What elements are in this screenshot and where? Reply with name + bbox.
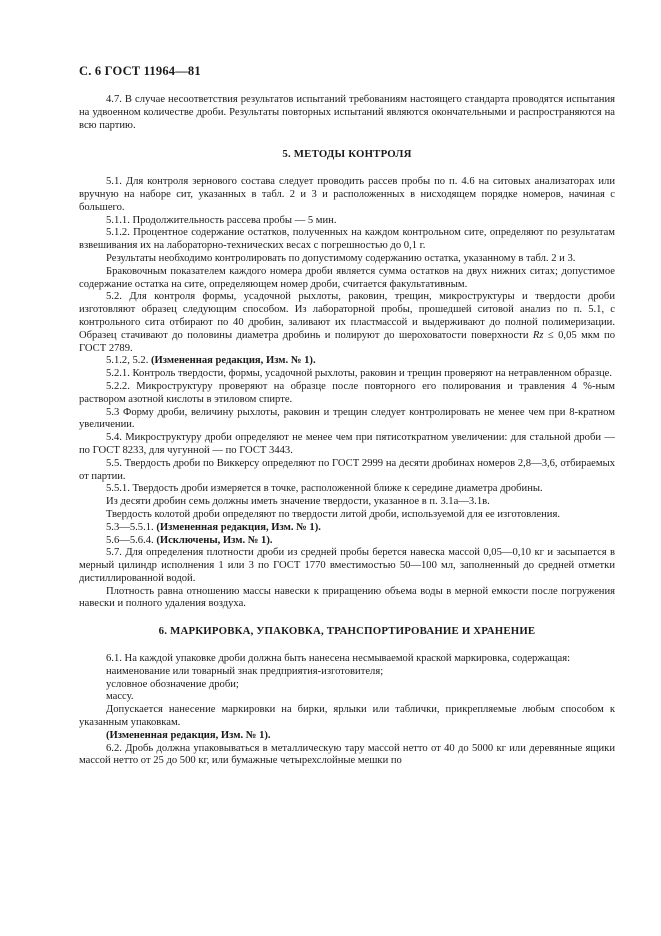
paragraph-5-5-1: 5.5.1. Твердость дроби измеряется в точке, расположенной ближе к середине диаметра дробины. (106, 483, 543, 495)
paragraph-ten-pellets: Из десяти дробин семь должны иметь значение твердости, указанное в п. 3.1а—3.1в. (106, 496, 490, 508)
amendment-ref: 5.3—5.5.1. (106, 521, 154, 533)
page-header: С. 6 ГОСТ 11964—81 (79, 64, 201, 78)
amendment-note-6-1 (79, 730, 615, 743)
paragraph-5-1: 5.1. Для контроля зернового состава следует проводить рассев пробы по п. 4.6 на ситовых анализаторах или вручную на наборе сит, указанных в табл. 2 и 3 и расположенных в нисходящем порядке номеров, начиная с большего. (79, 176, 615, 213)
paragraph-labels-allowed: Допускается нанесение маркировки на бирки, ярлыки или таблички, прикрепляемые любым способом к указанным упаковкам. (79, 704, 615, 729)
amendment-ref: 5.6—5.6.4. (106, 534, 154, 546)
paragraph-results: Результаты необходимо контролировать по допустимому содержанию остатка, указанному в табл. 2 и 3. (106, 252, 576, 264)
paragraph-5-2-tail: ≤ 0,05 мкм по ГОСТ 2789. (79, 329, 616, 354)
amendment-note-5-3 (79, 522, 615, 535)
marking-item-mass: массу. (106, 691, 134, 703)
paragraph-5-5: 5.5. Твердость дроби по Виккерсу определяют по ГОСТ 2999 на десяти дробинах номеров 2,8—3,6, отбираемых от партии. (79, 457, 615, 482)
paragraph-5-2 (79, 291, 615, 355)
paragraph-5-2-2: 5.2.2. Микроструктуру проверяют на образце после повторного его полирования и травления 4 %-ным раствором азотной кислоты в этиловом спирте. (79, 380, 615, 405)
document-body (79, 94, 615, 768)
paragraph-5-3: 5.3 Форму дроби, величину рыхлоты, раковин и трещин следует контролировать не менее чем при 8-кратном увеличении. (79, 406, 615, 431)
amendment-text: (Измененная редакция, Изм. № 1). (106, 729, 271, 741)
paragraph-reject-criterion: Браковочным показателем каждого номера дроби является сумма остатков на двух нижних ситах; допустимое содержание остатка на сите, определяющем номер дроби, считается факультативным. (79, 265, 615, 290)
section-5-title: 5. МЕТОДЫ КОНТРОЛЯ (282, 148, 412, 161)
paragraph-5-1-2: 5.1.2. Процентное содержание остатков, полученных на каждом контрольном сите, определяют по результатам взвешивания их на лабораторно-технических весах с погрешностью до 0,1 г. (79, 227, 615, 252)
paragraph-5-7: 5.7. Для определения плотности дроби из средней пробы берется навеска массой 0,05—0,10 кг и засыпается в мерный цилиндр исполнения 1 или 3 по ГОСТ 1770 вместимостью 50—100 мл, заполненный до средней отметки дистиллированной водой. (79, 547, 615, 584)
amendment-note-5-1-2 (79, 355, 615, 368)
section-6-title: 6. МАРКИРОВКА, УПАКОВКА, ТРАНСПОРТИРОВАНИЕ И ХРАНЕНИЕ (158, 625, 536, 638)
amendment-text: (Исключены, Изм. № 1). (156, 534, 273, 546)
paragraph-6-2: 6.2. Дробь должна упаковываться в металлическую тару массой нетто от 40 до 5000 кг или деревянные ящики массой нетто от 25 до 500 кг, или бумажные четырехслойные мешки по (79, 742, 615, 767)
paragraph-5-2-1: 5.2.1. Контроль твердости, формы, усадочной рыхлоты, раковин и трещин проверяют на нетравленном образце. (106, 368, 613, 380)
paragraph-4-7: 4.7. В случае несоответствия результатов испытаний требованиям настоящего стандарта проводятся испытания на удвоенном количестве дроби. Результаты повторных испытаний являются окончательными и распространяются на всю партию. (79, 94, 615, 131)
roughness-symbol: Rz (532, 329, 544, 341)
paragraph-5-4: 5.4. Микроструктуру дроби определяют не менее чем при пятисоткратном увеличении: для стальной дроби — по ГОСТ 8233, для чугунной — по ГОСТ 3443. (79, 432, 615, 456)
marking-item-manufacturer: наименование или товарный знак предприятия-изготовителя; (106, 665, 384, 677)
amendment-text: (Измененная редакция, Изм. № 1). (151, 355, 316, 367)
paragraph-5-2-text: 5.2. Для контроля формы, усадочной рыхлоты, раковин, трещин, микроструктуры и твердости дроби изготовляют образец следующим способом. Из лабораторной пробы, прошедшей ситовой анализ по п. 5.1, с контрольного сита отбирают по 40 дробин, заливают их пластмассой и выдерживают до полной полимеризации. Образец стачивают до половины диаметра дробинь и полируют до шероховатости поверхности (79, 291, 615, 341)
amendment-note-5-6 (79, 535, 615, 548)
paragraph-6-1: 6.1. На каждой упаковке дроби должна быть нанесена несмываемой краской маркировка, содержащая: (106, 653, 571, 665)
paragraph-5-1-1: 5.1.1. Продолжительность рассева пробы — 5 мин. (106, 214, 337, 226)
paragraph-density: Плотность равна отношению массы навески к приращению объема воды в мерной емкости после погружения навески и полного удаления воздуха. (79, 585, 615, 610)
paragraph-crushed-shot: Твердость колотой дроби определяют по твердости литой дроби, используемой для ее изготовления. (106, 508, 560, 520)
amendment-ref: 5.1.2, 5.2. (106, 355, 149, 367)
marking-item-designation: условное обозначение дроби; (106, 678, 239, 690)
amendment-text: (Измененная редакция, Изм. № 1). (156, 521, 321, 533)
